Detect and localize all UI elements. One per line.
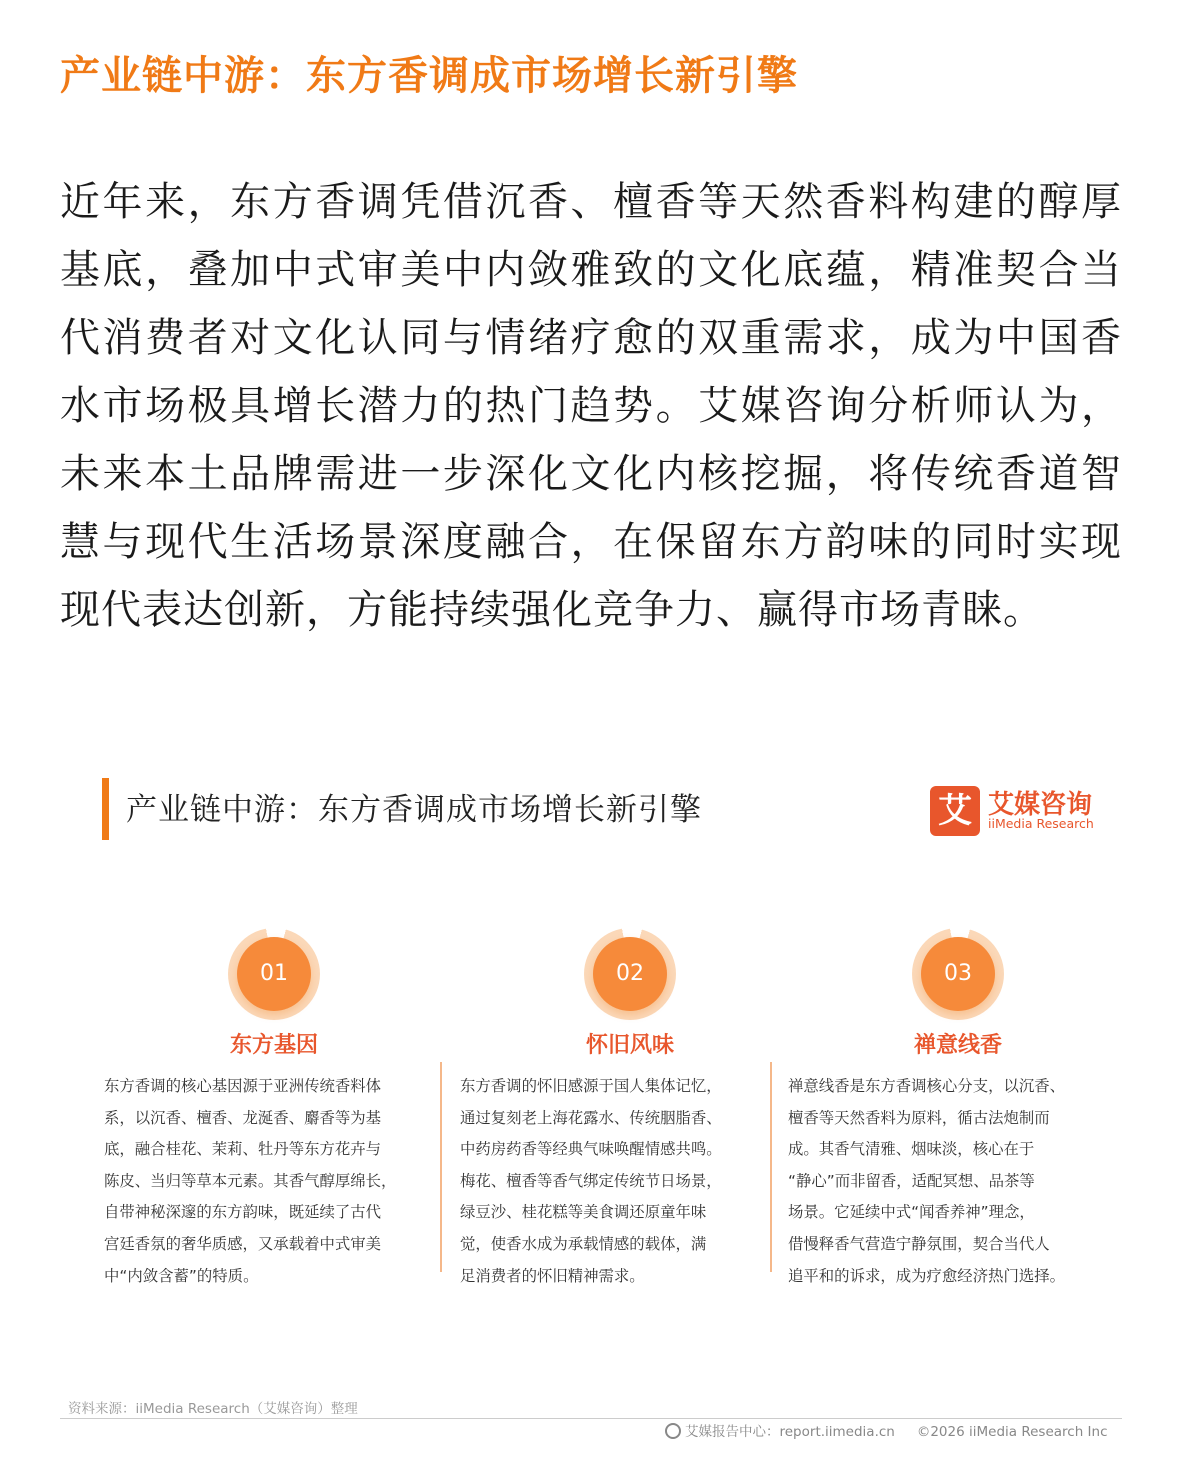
body-line: 借慢释香气营造宁静氛围，契合当代人 xyxy=(788,1234,1050,1253)
report-title: 产业链中游：东方香调成市场增长新引擎 xyxy=(126,792,702,828)
column-title: 东方基因 xyxy=(229,1033,318,1058)
title-accent-bar xyxy=(102,778,109,840)
feature-column-3 xyxy=(788,928,1128,1292)
body-line: “静心”而非留香，适配冥想、品茶等 xyxy=(788,1171,1035,1190)
feature-column-1 xyxy=(104,928,444,1292)
body-line: 场景。它延续中式“闻香养神”理念， xyxy=(788,1203,1035,1222)
body-line: 系，以沉香、檀香、龙涎香、麝香等为基 xyxy=(104,1108,382,1127)
badge-number: 03 xyxy=(921,937,995,1011)
logo-name-en: iiMedia Research xyxy=(988,816,1094,831)
intro-paragraph: 近年来，东方香调凭借沉香、檀香等天然香料构建的醇厚基底，叠加中式审美中内敛雅致的文化底蕴，精准契合当代消费者对文化认同与情绪疗愈的双重需求，成为中国香水市场极具增长潜力的热门趋势。艾媒咨询分析师认为，未来本土品牌需进一步深化文化内核挖掘，将传统香道智慧与现代生活场景深度融合，在保留东方韵味的同时实现现代表达创新，方能持续强化竞争力、赢得市场青睐。 xyxy=(60,179,1122,633)
body-line: 追平和的诉求，成为疗愈经济热门选择。 xyxy=(788,1266,1066,1285)
report-slide xyxy=(60,760,1122,1460)
body-line: 禅意线香是东方香调核心分支，以沉香、 xyxy=(788,1077,1066,1095)
column-body xyxy=(460,1071,800,1292)
body-line: 成。其香气清雅、烟味淡，核心在于 xyxy=(788,1140,1035,1159)
logo-mark-icon: 艾 xyxy=(930,786,980,836)
column-body xyxy=(788,1071,1128,1292)
column-title: 禅意线香 xyxy=(913,1033,1002,1058)
footer-copyright: ©2026 iiMedia Research Inc xyxy=(916,1424,1108,1440)
badge-number: 01 xyxy=(237,937,311,1011)
brand-logo xyxy=(930,782,1110,842)
footer xyxy=(665,1420,1108,1440)
source-note: 资料来源：iiMedia Research（艾媒咨询）整理 xyxy=(68,1401,358,1417)
body-line: 中药房药香等经典气味唤醒情感共鸣。 xyxy=(460,1140,722,1159)
body-line: 觉，使香水成为承载情感的载体，满 xyxy=(460,1234,707,1253)
globe-icon xyxy=(665,1423,681,1439)
badge-number: 02 xyxy=(593,937,667,1011)
footer-site[interactable]: 艾媒报告中心：report.iimedia.cn xyxy=(685,1424,895,1440)
number-badge xyxy=(584,928,676,1020)
body-line: 自带神秘深邃的东方韵味，既延续了古代 xyxy=(104,1203,382,1222)
feature-column-2 xyxy=(460,928,800,1292)
body-line: 陈皮、当归等草本元素。其香气醇厚绵长， xyxy=(104,1171,397,1190)
logo-name-cn: 艾媒咨询 xyxy=(988,790,1093,820)
column-divider xyxy=(770,1062,772,1272)
body-line: 绿豆沙、桂花糕等美食调还原童年味 xyxy=(460,1203,707,1222)
page-title: 产业链中游：东方香调成市场增长新引擎 xyxy=(60,53,798,99)
column-body xyxy=(104,1071,444,1292)
body-line: 东方香调的怀旧感源于国人集体记忆， xyxy=(460,1077,722,1095)
column-divider xyxy=(440,1062,442,1272)
body-line: 檀香等天然香料为原料，循古法炮制而 xyxy=(788,1108,1050,1127)
body-line: 通过复刻老上海花露水、传统胭脂香、 xyxy=(460,1108,722,1127)
body-line: 底，融合桂花、茉莉、牡丹等东方花卉与 xyxy=(104,1140,382,1159)
body-line: 东方香调的核心基因源于亚洲传统香料体 xyxy=(104,1077,382,1095)
body-line: 足消费者的怀旧精神需求。 xyxy=(460,1266,645,1285)
body-line: 宫廷香氛的奢华质感，又承载着中式审美 xyxy=(104,1234,382,1253)
body-line: 梅花、檀香等香气绑定传统节日场景， xyxy=(460,1171,722,1190)
column-title: 怀旧风味 xyxy=(585,1033,674,1058)
body-line: 中“内敛含蓄”的特质。 xyxy=(104,1266,259,1285)
footer-divider xyxy=(60,1418,1122,1419)
number-badge xyxy=(228,928,320,1020)
number-badge xyxy=(912,928,1004,1020)
